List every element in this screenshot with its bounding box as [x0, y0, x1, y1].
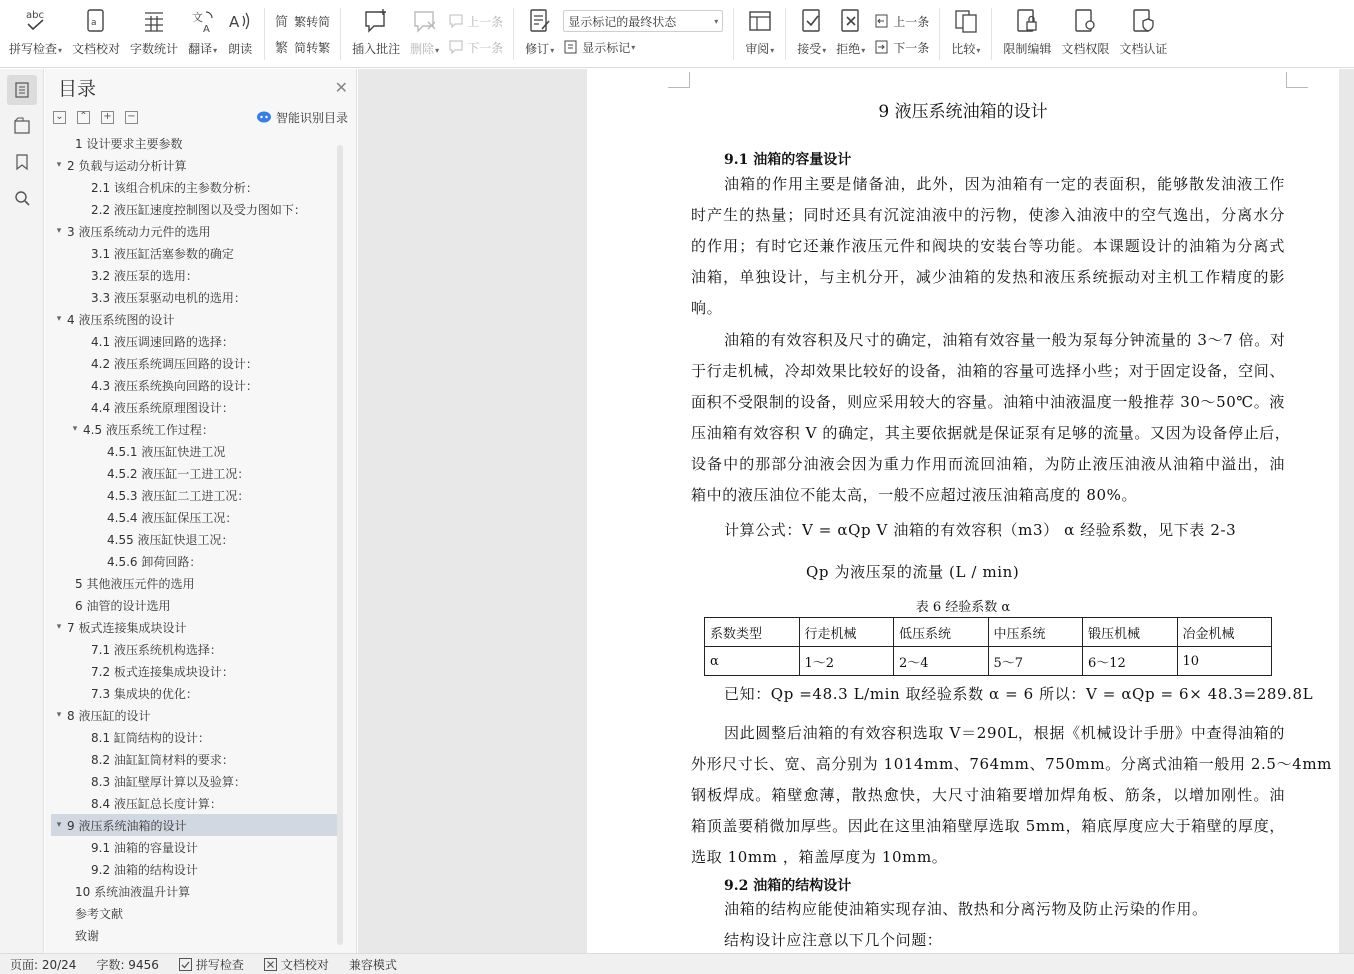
to-traditional-label: 繁转简	[294, 14, 331, 29]
table-header-row	[705, 618, 1272, 647]
toc-item[interactable]	[51, 616, 337, 638]
document-page[interactable]	[587, 69, 1339, 953]
toc-item-label: 4.5 液压系统工作过程：	[83, 422, 214, 437]
chevron-down-icon[interactable]: ▾	[56, 820, 62, 830]
readaloud-button[interactable]	[222, 6, 258, 64]
crop-mark	[1286, 72, 1308, 88]
status-bar	[0, 953, 1354, 974]
toc-item[interactable]	[51, 220, 337, 242]
toc-item-label: 2.2 液压缸速度控制图以及受力图如下：	[91, 202, 306, 217]
table-cell: 10	[1177, 647, 1272, 676]
toc-item[interactable]	[51, 704, 337, 726]
toc-item-label: 9.1 油箱的容量设计	[91, 840, 198, 855]
toc-item-label: 8.1 缸筒结构的设计：	[91, 730, 210, 745]
compat-mode[interactable]: 兼容模式	[348, 957, 397, 972]
next-comment-label: 下一条	[467, 40, 504, 55]
toc-item[interactable]	[51, 924, 337, 946]
text-line: 箱顶盖要稍微加厚些。因此在这里油箱壁厚选取 5mm，箱底厚度应大于箱壁的厚度，	[691, 817, 1285, 835]
toc-item[interactable]	[51, 594, 337, 616]
toc-item-label: 4.3 液压系统换向回路的设计：	[91, 378, 258, 393]
toc-item[interactable]	[51, 418, 337, 440]
delete-comment-icon	[412, 6, 438, 36]
qp-paragraph	[806, 557, 1206, 588]
toc-panel	[45, 69, 357, 953]
text-line: 钢板焊成。箱壁愈薄，散热愈快，大尺寸油箱要增加焊角板、筋条，以增加刚性。油	[691, 786, 1285, 804]
toc-item-label: 3.3 液压泵驱动电机的选用：	[91, 290, 246, 305]
heading-9-2: 9.2 油箱的结构设计	[724, 878, 852, 894]
toc-item-label: 4.5.1 液压缸快进工况	[107, 444, 226, 459]
ribbon-divider	[513, 8, 514, 60]
prev-comment-label: 上一条	[467, 14, 504, 29]
ribbon-divider	[733, 8, 734, 60]
delete-comment-button[interactable]: 删除▾	[405, 6, 444, 64]
toc-item-label: 8.4 液压缸总长度计算：	[91, 796, 222, 811]
table-cell: 锻压机械	[1083, 618, 1178, 647]
to-simplified-button[interactable]	[275, 34, 330, 60]
reject-label: 拒绝	[836, 42, 861, 56]
spellcheck-label: 拼写检查	[9, 42, 58, 56]
paragraph-4	[691, 894, 1285, 953]
toc-item-label: 10 系统油液温升计算	[75, 884, 191, 899]
toc-item-label: 4.5.4 液压缸保压工况：	[107, 510, 238, 525]
toc-item[interactable]	[51, 330, 337, 352]
text-line: 的作用；有时它还兼作液压元件和阀块的安装台等功能。本课题设计的油箱为分离式	[691, 237, 1285, 255]
prev-comment-button[interactable]	[448, 8, 503, 34]
toc-item[interactable]	[51, 572, 337, 594]
toc-item-label: 4.2 液压系统调压回路的设计：	[91, 356, 258, 371]
toc-item-label: 1 设计要求主要参数	[75, 136, 183, 151]
text-line: 响。	[691, 299, 723, 317]
toc-item[interactable]	[51, 792, 337, 814]
toc-item-label: 参考文献	[75, 906, 124, 921]
text-line: 时产生的热量；同时还具有沉淀油液中的污物，使渗入油液中的空气逸出，分离水分	[691, 206, 1285, 224]
svg-text:a: a	[91, 18, 97, 28]
svg-text:文: 文	[191, 11, 203, 24]
insert-comment-icon	[363, 6, 389, 36]
wordcount-button[interactable]	[125, 6, 183, 64]
heading-9-1: 9.1 油箱的容量设计	[724, 152, 852, 168]
doc-cert-label: 文档认证	[1119, 42, 1168, 56]
toc-item[interactable]	[51, 264, 337, 286]
toc-item[interactable]	[51, 528, 337, 550]
toc-view-button[interactable]	[7, 75, 37, 105]
toc-item[interactable]	[51, 506, 337, 528]
translate-label: 翻译	[188, 42, 213, 56]
shield-icon	[1130, 6, 1156, 36]
toc-item[interactable]	[51, 836, 337, 858]
svg-text:A: A	[229, 13, 240, 31]
text-line: 因此圆整后油箱的有效容积选取 V＝290L，根据《机械设计手册》中查得油箱的	[724, 724, 1285, 742]
to-simplified-label: 简转繁	[294, 40, 331, 55]
text-line: 外形尺寸长、宽、高分别为 1014mm、764mm、750mm。分离式油箱一般用 2.5～4mm	[691, 755, 1332, 773]
toc-item[interactable]	[51, 726, 337, 748]
prev-comment-icon	[448, 13, 464, 29]
search-icon	[13, 189, 31, 207]
formula-line: 计算公式：V = αQp V 油箱的有效容积（m3） α 经验系数，见下表 2-3	[724, 521, 1237, 539]
toc-item[interactable]	[51, 902, 337, 924]
chapter-nav-button[interactable]	[7, 111, 37, 141]
accept-icon	[799, 6, 825, 36]
table-cell: 6～12	[1083, 647, 1178, 676]
find-button[interactable]	[7, 183, 37, 213]
translate-button[interactable]: 文 A 翻译▾	[183, 6, 222, 64]
text-line: 面积不受限制的设备，则应采用较大的容量。油箱中油液温度一般推荐 30～50℃。液	[691, 393, 1285, 411]
toc-item-label: 4.5.3 液压缸二工进工况：	[107, 488, 250, 503]
toc-item[interactable]	[51, 462, 337, 484]
table-row	[705, 647, 1272, 676]
to-traditional-button[interactable]	[275, 8, 330, 34]
text-line: 选取 10mm ，箱盖厚度为 10mm。	[691, 848, 948, 866]
restrict-edit-button[interactable]	[998, 6, 1056, 64]
toc-item[interactable]	[51, 880, 337, 902]
spellcheck-status[interactable]	[179, 956, 244, 973]
readaloud-label: 朗读	[228, 42, 253, 56]
svg-text:简: 简	[275, 15, 289, 29]
show-markup-icon	[563, 39, 579, 55]
review-pane-label: 审阅	[745, 42, 770, 56]
toc-list	[51, 132, 337, 946]
svg-text:繁: 繁	[275, 41, 289, 55]
toc-item[interactable]	[51, 242, 337, 264]
toc-item[interactable]	[51, 440, 337, 462]
smart-recognize-icon	[256, 111, 272, 123]
toc-item[interactable]	[51, 198, 337, 220]
toc-item[interactable]	[51, 484, 337, 506]
next-change-label: 下一条	[893, 40, 930, 55]
chevron-down-icon[interactable]: ▾	[56, 710, 62, 720]
toc-item-label: 4.4 液压系统原理图设计：	[91, 400, 234, 415]
doc-cert-button[interactable]	[1114, 6, 1172, 64]
table-cell: 低压系统	[894, 618, 989, 647]
toc-item-label: 7.2 板式连接集成块设计：	[91, 664, 234, 679]
text-line: 结构设计应注意以下几个问题：	[724, 931, 943, 949]
toc-item[interactable]	[51, 374, 337, 396]
toc-item-label: 3.2 液压泵的选用：	[91, 268, 198, 283]
ribbon-divider	[991, 8, 992, 60]
toc-item-label: 4 液压系统图的设计	[67, 312, 175, 327]
toc-title: 目录	[58, 77, 97, 100]
insert-comment-label: 插入批注	[352, 42, 401, 56]
translate-icon	[190, 6, 216, 36]
next-comment-button[interactable]	[448, 34, 503, 60]
accept-label: 接受	[797, 42, 822, 56]
page-indicator[interactable]: 页面: 20/24	[10, 957, 77, 972]
toc-item[interactable]	[51, 770, 337, 792]
markup-state-select[interactable]	[563, 10, 723, 32]
spellcheck-status-label: 拼写检查	[195, 957, 244, 972]
add-level-icon[interactable]: +	[101, 111, 114, 124]
text-line: 箱中的液压油位不能太高，一般不应超过液压油箱高度的 80%。	[691, 486, 1138, 504]
insert-comment-button[interactable]	[347, 6, 405, 64]
revise-label: 修订	[525, 42, 550, 56]
known-paragraph	[691, 679, 1314, 710]
reject-icon	[838, 6, 864, 36]
review-pane-icon	[747, 6, 773, 36]
toc-item[interactable]	[51, 550, 337, 572]
toc-item-label: 4.1 液压调速回路的选择：	[91, 334, 234, 349]
coefficient-table	[704, 617, 1272, 676]
toc-item-label: 5 其他液压元件的选用	[75, 576, 195, 591]
toc-item-label: 7.1 液压系统机构选择：	[91, 642, 222, 657]
smart-toc-button[interactable]	[256, 109, 348, 126]
table-caption: 表 6 经验系数 α	[915, 600, 1011, 615]
reject-button[interactable]: 拒绝▾	[831, 6, 870, 64]
text-line: 油箱的结构应能使油箱实现存油、散热和分离污物及防止污染的作用。	[724, 900, 1208, 918]
chevron-down-icon[interactable]: ▾	[56, 226, 62, 236]
toc-item-label: 4.5.6 卸荷回路：	[107, 554, 202, 569]
restrict-edit-label: 限制编辑	[1003, 42, 1052, 56]
smart-toc-label: 智能识别目录	[275, 110, 348, 125]
revise-button[interactable]: 修订▾	[520, 6, 559, 64]
collapse-all-icon[interactable]: ⌄	[53, 111, 66, 124]
toc-item[interactable]	[51, 638, 337, 660]
spellcheck-button[interactable]: abc 拼写检查▾	[4, 6, 67, 64]
proofread-status[interactable]	[264, 956, 329, 973]
accept-button[interactable]: 接受▾	[792, 6, 831, 64]
text-line: 设备中的那部分油液会因为重力作用而流回油箱，为防止液压油液从油箱中溢出，油	[691, 455, 1285, 473]
toc-item-label: 8 液压缸的设计	[67, 708, 151, 723]
toc-item-label: 4.55 液压缸快退工况：	[107, 532, 234, 547]
toc-item[interactable]	[51, 154, 337, 176]
proofread-status-icon	[264, 958, 277, 971]
paragraph-2	[691, 325, 1291, 511]
toc-item[interactable]	[51, 286, 337, 308]
compare-button[interactable]: 比较▾	[946, 6, 985, 64]
prev-change-icon	[874, 13, 890, 29]
paragraph-3	[691, 718, 1332, 873]
toc-item[interactable]	[51, 682, 337, 704]
proofread-status-label: 文档校对	[280, 957, 329, 972]
chevron-down-icon[interactable]: ▾	[56, 160, 62, 170]
table-cell: 1～2	[799, 647, 894, 676]
text-line: 油箱的有效容积及尺寸的确定，油箱有效容量一般为泵每分钟流量的 3～7 倍。对	[724, 331, 1286, 349]
known-line: 已知：Qp =48.3 L/min 取经验系数 α = 6 所以：V = αQp = 6× 48.3=289.8L	[724, 685, 1314, 703]
toc-item-label: 8.3 油缸壁厚计算以及验算：	[91, 774, 246, 789]
toc-item-label: 9.2 油箱的结构设计	[91, 862, 198, 877]
table-cell: 行走机械	[799, 618, 894, 647]
markup-state-value: 显示标记的最终状态	[568, 14, 677, 29]
lock-icon	[1014, 6, 1040, 36]
chapter-icon	[13, 117, 31, 135]
doc-permission-button[interactable]	[1056, 6, 1114, 64]
table-cell: 冶金机械	[1177, 618, 1272, 647]
show-markup-button[interactable]: 显示标记 ▾	[563, 34, 723, 60]
text-line: 油箱的作用主要是储备油，此外，因为油箱有一定的表面积，能够散发油液工作	[724, 175, 1285, 193]
table-cell: 2～4	[894, 647, 989, 676]
prev-change-label: 上一条	[893, 14, 930, 29]
close-icon[interactable]: ✕	[334, 77, 348, 97]
spellcheck-icon	[23, 6, 49, 36]
toc-item[interactable]	[51, 396, 337, 418]
toc-item[interactable]	[51, 660, 337, 682]
readaloud-icon	[227, 6, 253, 36]
ribbon-divider	[939, 8, 940, 60]
doc-permission-label: 文档权限	[1061, 42, 1110, 56]
permission-icon	[1072, 6, 1098, 36]
toc-item[interactable]	[51, 858, 337, 880]
compare-label: 比较	[951, 42, 976, 56]
traditional-icon	[275, 13, 291, 29]
spellcheck-status-icon	[179, 958, 192, 971]
compare-icon	[953, 6, 979, 36]
toc-item[interactable]	[51, 352, 337, 374]
next-change-button[interactable]	[874, 34, 929, 60]
toc-item-label: 4.5.2 液压缸一工进工况：	[107, 466, 250, 481]
toc-item-label: 6 油管的设计选用	[75, 598, 171, 613]
proofread-button[interactable]	[67, 6, 125, 64]
chevron-down-icon[interactable]: ▾	[56, 314, 62, 324]
proofread-icon	[84, 6, 108, 36]
delete-comment-label: 删除	[410, 42, 435, 56]
toc-item-label: 3.1 液压缸活塞参数的确定	[91, 246, 234, 261]
word-count[interactable]: 字数: 9456	[96, 957, 159, 972]
proofread-label: 文档校对	[72, 42, 121, 56]
chevron-down-icon[interactable]: ▾	[72, 424, 78, 434]
toc-item-label: 8.2 油缸缸筒材料的要求：	[91, 752, 234, 767]
ribbon-divider	[340, 8, 341, 60]
text-line: 于行走机械，冷却效果比较好的设备，油箱的容量可选择小些；对于固定设备，空间、	[691, 362, 1285, 380]
table-cell: 中压系统	[988, 618, 1083, 647]
bookmark-icon	[13, 153, 31, 171]
toc-item-label: 2 负载与运动分析计算	[67, 158, 187, 173]
show-markup-label: 显示标记	[582, 40, 631, 55]
navigation-strip	[0, 69, 44, 953]
document-area	[358, 69, 1354, 953]
toc-item[interactable]	[51, 308, 337, 330]
simplified-icon	[275, 39, 291, 55]
section-title: 9 液压系统油箱的设计	[878, 102, 1048, 122]
toc-icon	[13, 81, 31, 99]
toc-item-label: 2.1 该组合机床的主参数分析：	[91, 180, 258, 195]
review-ribbon	[0, 0, 1354, 68]
toc-item[interactable]	[51, 814, 337, 836]
next-change-icon	[874, 39, 890, 55]
formula-paragraph	[691, 515, 1285, 546]
svg-text:abc: abc	[25, 10, 44, 21]
chevron-down-icon: ▾	[714, 16, 719, 26]
toc-item[interactable]	[51, 748, 337, 770]
wordcount-icon	[141, 6, 167, 36]
toc-item-label: 致谢	[75, 928, 100, 943]
review-pane-button[interactable]: 审阅▾	[740, 6, 779, 64]
text-line: 油箱，单独设计，与主机分开，减少油箱的发热和液压系统振动对主机工作精度的影	[691, 268, 1285, 286]
ribbon-divider	[264, 8, 265, 60]
paragraph-1	[691, 169, 1285, 324]
toc-item[interactable]	[51, 132, 337, 154]
toc-scrollbar[interactable]	[337, 145, 343, 945]
remove-level-icon[interactable]: −	[125, 111, 138, 124]
toc-item[interactable]	[51, 176, 337, 198]
text-line: 压油箱有效容积 V 的确定，其主要依据就是保证泵有足够的流量。又因为设备停止后，	[691, 424, 1291, 442]
next-comment-icon	[448, 39, 464, 55]
crop-mark	[668, 72, 690, 88]
prev-change-button[interactable]	[874, 8, 929, 34]
table-cell: 系数类型	[705, 618, 800, 647]
chevron-down-icon[interactable]: ▾	[56, 622, 62, 632]
ribbon-divider	[785, 8, 786, 60]
toc-item-label: 7 板式连接集成块设计	[67, 620, 187, 635]
expand-all-icon[interactable]: ⌃	[77, 111, 90, 124]
bookmark-button[interactable]	[7, 147, 37, 177]
qp-line: Qp 为液压泵的流量 (L / min)	[806, 563, 1020, 581]
toc-item-label: 7.3 集成块的优化：	[91, 686, 198, 701]
toc-item-label: 9 液压系统油箱的设计	[67, 818, 187, 833]
toc-item-label: 3 液压系统动力元件的选用	[67, 224, 211, 239]
svg-text:A: A	[202, 24, 210, 35]
table-cell: α	[705, 647, 800, 676]
table-cell: 5～7	[988, 647, 1083, 676]
wordcount-label: 字数统计	[130, 42, 179, 56]
revise-icon	[527, 6, 553, 36]
